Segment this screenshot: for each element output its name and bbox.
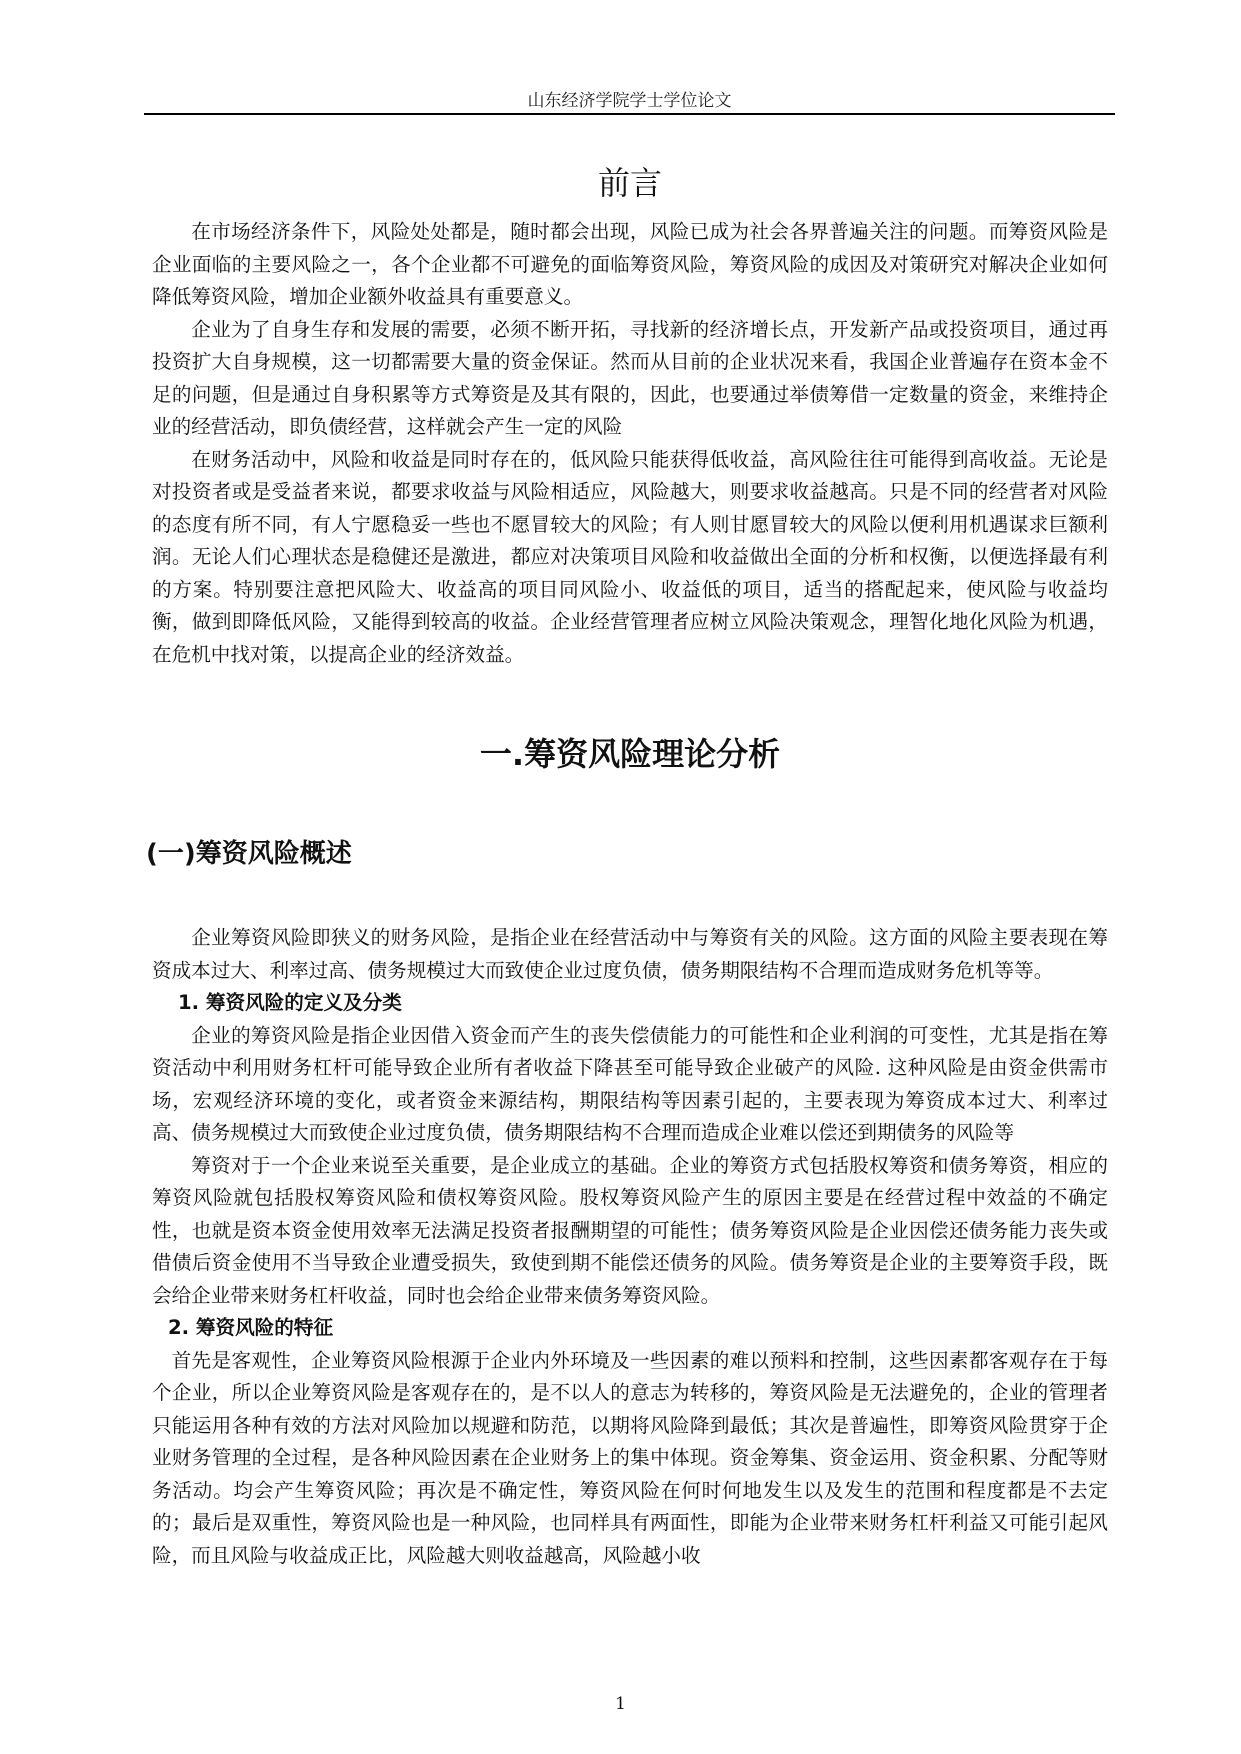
running-header: 山东经济学院学士学位论文 bbox=[527, 91, 732, 111]
chapter-title: 一.筹资风险理论分析 bbox=[479, 735, 781, 773]
features-paragraph: 首先是客观性，企业筹资风险根源于企业内外环境及一些因素的难以预料和控制，这些因素都客观存在于每个企业，所以企业筹资风险是客观存在的，是不以人的意志为转移的，筹资风险是无法避免的，企业的管理者只能运用各种有效的方法对风险加以规避和防范，以期将风险降到最低；其次是普遍性，即筹资风险贯穿于企业财务管理的全过程，是各种风险因素在企业财务上的集中体现。资金筹集、资金运用、资金积累、分配等财务活动。均会产生筹资风险；再次是不确定性，筹资风险在何时何地发生以及发生的范围和程度都是不去定的；最后是双重性，筹资风险也是一种风险，也同样具有两面性，即能为企业带来财务杠杆利益又可能引起风险，而且风险与收益成正比，风险越大则收益越高，风险越小收 bbox=[152, 1348, 1108, 1567]
header-rule bbox=[144, 113, 1115, 115]
preface-paragraph: 在财务活动中，风险和收益是同时存在的，低风险只能获得低收益，高风险往往可能得到高收益。无论是对投资者或是受益者来说，都要求收益与风险相适应，风险越大，则要求收益越高。只是不同的经营者对风险的态度有所不同，有人宁愿稳妥一些也不愿冒较大的风险；有人则甘愿冒较大的风险以便利用机遇谋求巨额利润。无论人们心理状态是稳健还是激进，都应对决策项目风险和收益做出全面的分析和权衡，以便选择最有利的方案。特别要注意把风险大、收益高的项目同风险小、收益低的项目，适当的搭配起来，使风险与收益均衡，做到即降低风险，又能得到较高的收益。企业经营管理者应树立风险决策观念，理智化地化风险为机遇，在危机中找对策，以提高企业的经济效益。 bbox=[152, 447, 1108, 666]
preface-paragraph: 企业为了自身生存和发展的需要，必须不断开拓，寻找新的经济增长点，开发新产品或投资项目，通过再投资扩大自身规模，这一切都需要大量的资金保证。然而从目前的企业状况来看，我国企业普遍存在资本金不足的问题，但是通过自身积累等方式筹资是及其有限的，因此，也要通过举债筹借一定数量的资金，来维持企业的经营活动，即负债经营，这样就会产生一定的风险 bbox=[152, 317, 1108, 438]
preface-paragraph: 在市场经济条件下，风险处处都是，随时都会出现，风险已成为社会各界普遍关注的问题。而筹资风险是企业面临的主要风险之一，各个企业都不可避免的面临筹资风险，筹资风险的成因及对策研究对解决企业如何降低筹资风险，增加企业额外收益具有重要意义。 bbox=[152, 220, 1108, 308]
definition-paragraph: 筹资对于一个企业来说至关重要，是企业成立的基础。企业的筹资方式包括股权筹资和债务筹资，相应的筹资风险就包括股权筹资风险和债权筹资风险。股权筹资风险产生的原因主要是在经营过程中效益的不确定性，也就是资本资金使用效率无法满足投资者报酬期望的可能性；债务筹资风险是企业因偿还债务能力丧失或借债后资金使用不当导致企业遭受损失，致使到期不能偿还债务的风险。债务筹资是企业的主要筹资手段，既会给企业带来财务杠杆收益，同时也会给企业带来债务筹资风险。 bbox=[152, 1153, 1108, 1307]
preface-title: 前言 bbox=[597, 164, 662, 202]
section-title: (一)筹资风险概述 bbox=[146, 839, 352, 869]
section-intro: 企业筹资风险即狭义的财务风险，是指企业在经营活动中与筹资有关的风险。这方面的风险主要表现在筹资成本过大、利率过高、债务规模过大而致使企业过度负债，债务期限结构不合理而造成财务危机等等。 bbox=[152, 926, 1108, 982]
page-body bbox=[146, 150, 1108, 1572]
definition-paragraph: 企业的筹资风险是指企业因借入资金而产生的丧失偿债能力的可能性和企业利润的可变性，尤其是指在筹资活动中利用财务杠杆可能导致企业所有者收益下降甚至可能导致企业破产的风险. 这种风险是由资金供需市场，宏观经济环境的变化，或者资金来源结构，期限结构等因素引起的，主要表现为筹资成本过大、利率过高、债务规模过大而致使企业过度负债，债务期限结构不合理而造成企业难以偿还到期债务的风险等 bbox=[152, 1023, 1108, 1144]
subsection-title-features: 2. 筹资风险的特征 bbox=[168, 1316, 334, 1339]
page-number: 1 bbox=[615, 1694, 626, 1714]
subsection-title-definition: 1. 筹资风险的定义及分类 bbox=[178, 991, 402, 1014]
